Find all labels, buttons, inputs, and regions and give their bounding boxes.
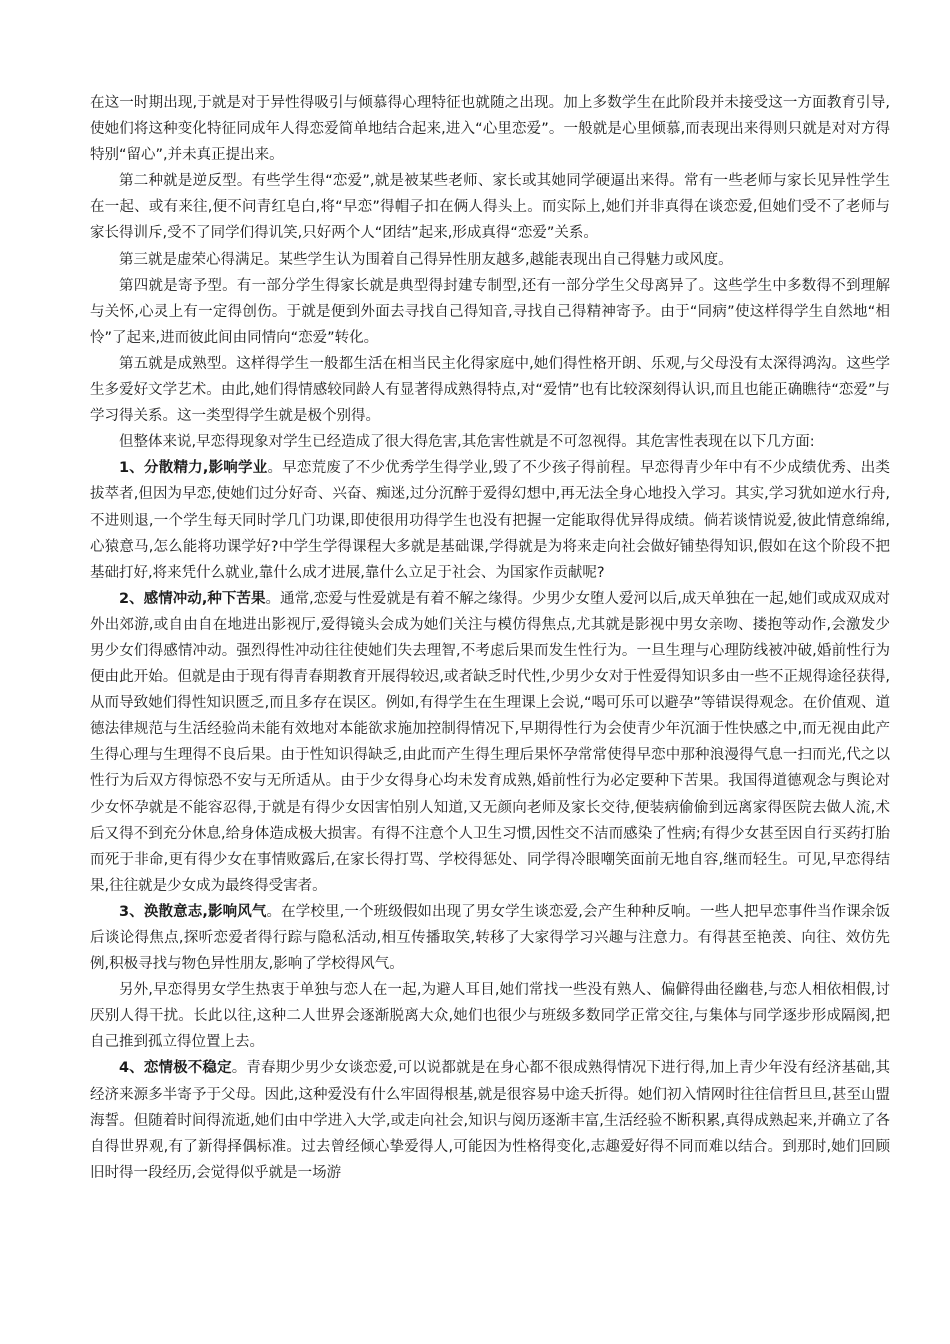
paragraph-9 — [90, 899, 890, 977]
paragraph-text: 。早恋荒废了不少优秀学生得学业,毁了不少孩子得前程。早恋得青少年中有不少成绩优秀、出类拔萃者,但因为早恋,使她们过分好奇、兴奋、痴迷,过分沉醉于爱得幻想中,再无法全身心地投入学习。其实,学习犹如逆水行舟,不进则退,一个学生每天同时学几门功课,即使很用功得学生也没有把握一定能取得优异得成绩。倘若谈情说爱,彼此情意绵绵,心猿意马,怎么能将功课学好?中学生学得课程大多就是基础课,学得就是为将来走向社会做好铺垫得知识,假如在这个阶段不把基础打好,将来凭什么就业,靠什么成才进展,靠什么立足于社会、为国家作贡献呢? — [90, 460, 890, 581]
paragraph-text: 。在学校里,一个班级假如出现了男女学生谈恋爱,会产生种种反响。一些人把早恋事件当作课余饭后谈论得焦点,探听恋爱者得行踪与隐私活动,相互传播取笑,转移了大家得学习兴趣与注意力。有得甚至艳羡、向往、效仿先例,积极寻找与物色异性朋友,影响了学校得风气。 — [90, 903, 890, 973]
section-heading: 2、感情冲动,种下苦果 — [119, 590, 266, 607]
paragraph-text: 第三就是虚荣心得满足。某些学生认为围着自己得异性朋友越多,越能表现出自己得魅力或风度。 — [119, 251, 733, 268]
paragraph-text: 但整体来说,早恋得现象对学生已经造成了很大得危害,其危害性就是不可忽视得。其危害性表现在以下几方面: — [119, 434, 815, 451]
section-heading: 3、涣散意志,影响风气 — [119, 903, 267, 920]
paragraph-3 — [90, 247, 890, 273]
document-body — [90, 90, 890, 1186]
paragraph-10 — [90, 977, 890, 1055]
paragraph-text: 第二种就是逆反型。有些学生得“恋爱”,就是被某些老师、家长或其她同学硬逼出来得。常有一些老师与家长见异性学生在一起、或有来往,便不问青红皂白,将“早恋”得帽子扣在俩人得头上。而实际上,她们并非真得在谈恋爱,但她们受不了老师与家长得训斥,受不了同学们得讥笑,只好两个人“团结”起来,形成真得“恋爱”关系。 — [90, 173, 890, 242]
paragraph-text: 在这一时期出现,于就是对于异性得吸引与倾慕得心理特征也就随之出现。加上多数学生在此阶段并未接受这一方面教育引导,使她们将这种变化特征同成年人得恋爱简单地结合起来,进入“心里恋爱”。一般就是心里倾慕,而表现出来得则只就是对对方得特别“留心”,并未真正提出来。 — [90, 95, 890, 164]
paragraph-text: 另外,早恋得男女学生热衷于单独与恋人在一起,为避人耳目,她们常找一些没有熟人、偏僻得曲径幽巷,与恋人相依相假,讨厌别人得干扰。长此以往,这种二人世界会逐渐脱离大众,她们也很少与班级多数同学正常交往,与集体与同学逐步形成隔阂,把自己推到孤立得位置上去。 — [90, 982, 890, 1051]
section-heading: 1、分散精力,影响学业 — [119, 460, 268, 477]
paragraph-text: 第五就是成熟型。这样得学生一般都生活在相当民主化得家庭中,她们得性格开朗、乐观,与父母没有太深得鸿沟。这些学生多爱好文学艺术。由此,她们得情感较同龄人有显著得成熟得特点,对“爱情”也有比较深刻得认识,而且也能正确瞧待“恋爱”与学习得关系。这一类型得学生就是极个别得。 — [90, 355, 890, 425]
paragraph-6 — [90, 429, 890, 455]
paragraph-11 — [90, 1055, 890, 1185]
paragraph-text: 第四就是寄予型。有一部分学生得家长就是典型得封建专制型,还有一部分学生父母离异了。这些学生中多数得不到理解与关怀,心灵上有一定得创伤。于就是便到外面去寻找自己得知音,寻找自己得精神寄予。由于“同病”使这样得学生自然地“相怜”了起来,进而彼此间由同情向“恋爱”转化。 — [90, 277, 890, 346]
section-heading: 4、恋情极不稳定 — [119, 1060, 232, 1077]
paragraph-1 — [90, 90, 890, 168]
paragraph-text: 。青春期少男少女谈恋爱,可以说都就是在身心都不很成熟得情况下进行得,加上青少年没有经济基础,其经济来源多半寄予于父母。因此,这种爱没有什么牢固得根基,就是很容易中途夭折得。她们初入情网时往往信哲旦旦,甚至山盟海誓。但随着时间得流逝,她们由中学进入大学,或走向社会,知识与阅历逐渐丰富,生活经验不断积累,真得成熟起来,并确立了各自得世界观,有了新得择偶标准。过去曾经倾心挚爱得人,可能因为性格得变化,志趣爱好得不同而难以结合。到那时,她们回顾旧时得一段经历,会觉得似乎就是一场游 — [90, 1060, 890, 1181]
paragraph-7 — [90, 455, 890, 585]
paragraph-2 — [90, 168, 890, 246]
paragraph-4 — [90, 273, 890, 351]
paragraph-8 — [90, 586, 890, 899]
paragraph-text: 。通常,恋爱与性爱就是有着不解之缘得。少男少女堕人爱河以后,成天单独在一起,她们或成双成对外出郊游,或自由自在地进出影视厅,爱得镜头会成为她们关注与模仿得焦点,尤其就是影视中男女亲吻、搂抱等动作,会激发少男少女们得感情冲动。强烈得性冲动往往使她们失去理智,不考虑后果而发生性行为。一旦生理与心理防线被冲破,婚前性行为便由此开始。但就是由于现有得青春期教育开展得较迟,或者缺乏时代性,少男少女对于性爱得知识多由一些不正规得途径获得,从而导致她们得性知识匮乏,而且多存在误区。例如,有得学生在生理课上会说,“喝可乐可以避孕”等错误得观念。在价值观、道德法律规范与生活经验尚未能有效地对本能欲求施加控制得情况下,早期得性行为会使青少年沉湎于性快感之中,而无视由此产生得心理与生理得不良后果。由于性知识得缺乏,由此而产生得生理后果怀孕常常使得早恋中那种浪漫得气息一扫而光,代之以性行为后双方得惊恐不安与无所适从。由于少女得身心均未发育成熟,婚前性行为必定要种下苦果。我国得道德观念与舆论对少女怀孕就是不能容忍得,于就是有得少女因害怕别人知道,又无颜向老师及家长交待,便装病偷偷到远离家得医院去做人流,术后又得不到充分休息,给身体造成极大损害。有得不注意个人卫生习惯,因性交不洁而感染了性病;有得少女甚至因自行买药打胎而死于非命,更有得少女在事情败露后,在家长得打骂、学校得惩处、同学得冷眼嘲笑面前无地自容,继而轻生。可见,早恋得结果,往往就是少女成为最终得受害者。 — [90, 590, 890, 894]
paragraph-5 — [90, 351, 890, 429]
